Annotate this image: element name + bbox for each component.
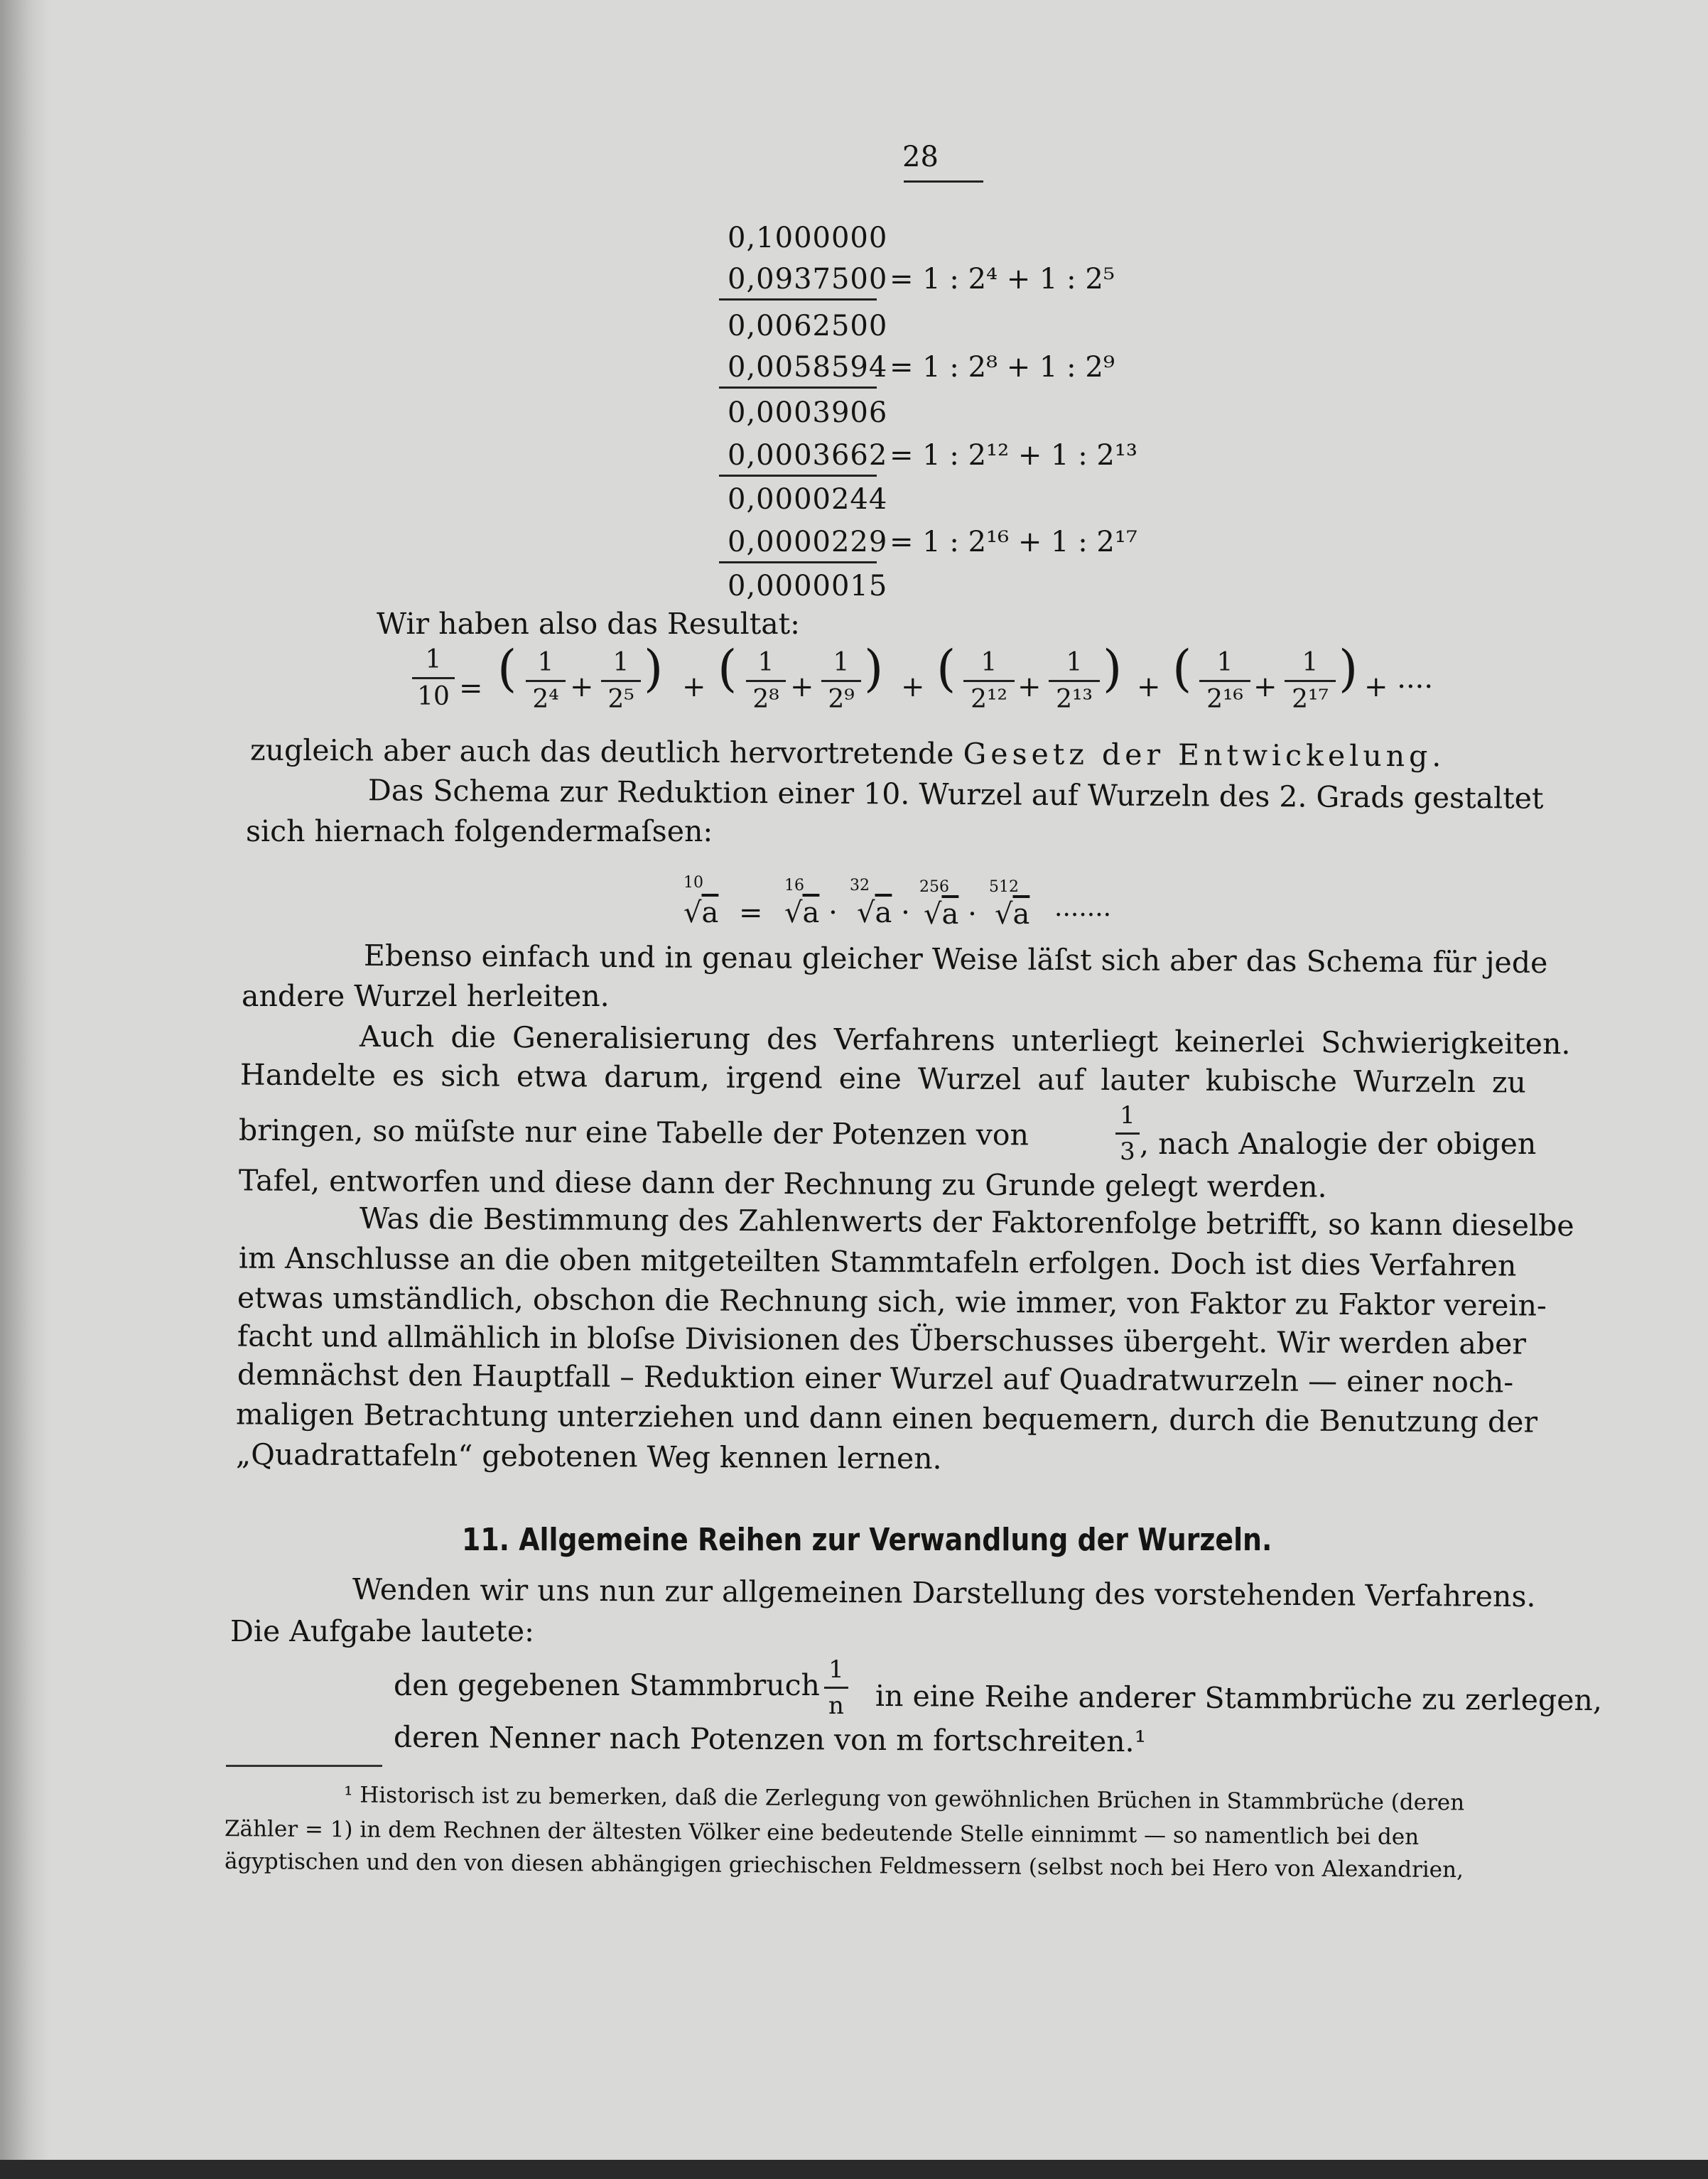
footnote-rule xyxy=(226,1765,382,1767)
paragraph-line: facht und allmählich in bloſse Divisionen des Überschusses übergeht. Wir werden aber xyxy=(237,1319,1527,1361)
footnote-line: ¹ Historisch ist zu bemerken, daß die Zerlegung von gewöhnlichen Brüchen in Stammbrüche (deren xyxy=(343,1782,1465,1816)
term-denominator: 2¹⁷ xyxy=(1292,685,1329,714)
result-intro: Wir haben also das Resultat: xyxy=(377,607,800,641)
calc-value: 0,0058594 xyxy=(728,351,888,384)
paragraph-line: Auch die Generalisierung des Verfahrens unterliegt keinerlei Schwierigkeiten. xyxy=(359,1019,1571,1061)
footnote-line: Zähler = 1) in dem Rechnen der ältesten Völker eine bedeutende Stelle einnimmt — so namentlich bei den xyxy=(224,1816,1420,1850)
paragraph-line: zugleich aber auch das deutlich hervortretende Gesetz der Entwickelung. xyxy=(249,732,1446,774)
term-denominator: 2⁴ xyxy=(532,685,559,714)
calc-value: 0,0003662 xyxy=(728,439,888,472)
calc-value: 0,0062500 xyxy=(728,310,888,342)
calc-value: 0,0003906 xyxy=(728,396,888,429)
paragraph-line: maligen Betrachtung unterziehen und dann einen bequemern, durch die Benutzung der xyxy=(235,1397,1538,1439)
calc-equation: = 1 : 2¹⁶ + 1 : 2¹⁷ xyxy=(890,526,1137,558)
lhs-denominator: 10 xyxy=(417,682,450,711)
paragraph-line: „Quadrattafeln“ gebotenen Weg kennen lernen. xyxy=(235,1437,942,1476)
paren-close: ) xyxy=(644,639,664,698)
paragraph-line: Ebenso einfach und in genau gleicher Weise läſst sich aber das Schema für jede xyxy=(363,938,1548,980)
root-tail: ······· xyxy=(1054,901,1112,930)
fraction-one-third: 1 3 xyxy=(1115,1101,1140,1166)
calc-value: 0,0000244 xyxy=(728,483,888,516)
page-number: 28 xyxy=(902,141,939,173)
paragraph-line: Was die Bestimmung des Zahlenwerts der Faktorenfolge betrifft, so kann dieselbe xyxy=(359,1201,1574,1243)
root-index: 16 xyxy=(784,877,804,894)
equals-sign: = xyxy=(459,672,483,705)
calc-value: 0,0000015 xyxy=(728,570,888,602)
subtraction-rule xyxy=(719,475,877,477)
paragraph-line: bringen, so müſste nur eine Tabelle der Potenzen von xyxy=(238,1113,1029,1152)
document-page: 28 0,1000000 0,0937500 = 1 : 2⁴ + 1 : 2⁵ 0,0062500 0,0058594 = 1 : 2⁸ + 1 : 2⁹ 0,0003906 0,0003662 = 1 : 2¹² + 1 : 2¹³ 0,0000244 0,0000229 = 1 : 2¹⁶ + 1 : 2¹⁷ 0,0000015 Wir haben also das Resultat: 1 10 = ( 1 2⁴ + 1 2⁵ ) + ( 1 2⁸ + 1 2⁹ ) + ( 1 2¹² + 1 2¹³ ) + ( 1 2¹⁶ + 1 2¹⁷ ) + ···· zugleich aber auch das deutlich hervortretende Gesetz der Entwickelung. Das Schema zur Reduktion einer 10. Wurzel auf Wurzeln des 2. Grads gestaltet sich hiernach folgendermaſsen: 10 √a = 16 √a · 32 √a · 256 √a · 512 √a ······· Ebenso einfach und in genau gleicher Weise läſst sich aber das Schema für jede andere Wurzel herleiten. Auch die Generalisierung des Verfahrens unterliegt keinerlei Schwierigkeiten. Handelte es sich etwa darum, irgend eine Wurzel auf lauter kubische Wurzeln zu bringen, so müſste nur eine Tabelle der Potenzen von 1 3 , nach Analogie der obigen Tafel, entworfen und diese dann der Rechnung zu Grunde gelegt werden. Was die Bestimmung des Zahlenwerts der Faktorenfolge betrifft, so kann dieselbe im Anschlusse an die oben mitgeteilten Stammtafeln erfolgen. Doch ist dies Verfahren etwas umständlich, obschon die Rechnung sich, wie immer, von Faktor zu Faktor verein- facht und allmählich in bloſse Divisionen des Überschusses übergeht. Wir werden aber demnächst den Hauptfall – Reduktion einer Wurzel auf Quadratwurzeln — einer noch- maligen Betrachtung unterziehen und dann einen bequemern, durch die Benutzung der „Quadrattafeln“ gebotenen Weg kennen lernen. 11. Allgemeine Reihen zur Verwandlung der Wurzeln. Wenden wir uns nun zur allgemeinen Darstellung des vorstehenden Verfahrens. Die Aufgabe lautete: den gegebenen Stammbruch 1 n in eine Reihe anderer Stammbrüche zu zerlegen, deren Nenner nach Potenzen von m fortschreiten.¹ ¹ Historisch ist zu bemerken, daß die Zerlegung von gewöhnlichen Brüchen in Stammbrüche (deren Zähler = 1) in dem Rechnen der ältesten Völker eine bedeutende Stelle einnimmt — so namentlich bei den ägyptischen und den von diesen abhängigen griechischen Feldmessern (selbst noch bei Hero von Alexandrien, xyxy=(0,0,1708,2160)
calc-equation: = 1 : 2⁸ + 1 : 2⁹ xyxy=(890,351,1115,384)
lhs-numerator: 1 xyxy=(425,645,442,674)
paragraph-line: in eine Reihe anderer Stammbrüche zu zerlegen, xyxy=(875,1678,1603,1718)
paragraph-line: im Anschlusse an die oben mitgeteilten Stammtafeln erfolgen. Doch ist dies Verfahren xyxy=(238,1240,1517,1283)
subtraction-rule xyxy=(719,561,877,563)
paragraph-line: Die Aufgabe lautete: xyxy=(230,1614,534,1648)
paren-open: ( xyxy=(497,639,517,698)
paragraph-line: deren Nenner nach Potenzen von m fortschreiten.¹ xyxy=(393,1719,1147,1759)
scan-bottom-edge xyxy=(0,2160,1708,2179)
paragraph-line: demnächst den Hauptfall – Reduktion einer Wurzel auf Quadratwurzeln — einer noch- xyxy=(237,1357,1514,1400)
subtraction-rule xyxy=(719,298,877,301)
paragraph-line: Handelte es sich etwa darum, irgend eine Wurzel auf lauter kubische Wurzeln zu xyxy=(239,1057,1527,1100)
term-denominator: 2¹² xyxy=(971,685,1007,714)
paragraph-line: Wenden wir uns nun zur allgemeinen Darstellung des vorstehenden Verfahrens. xyxy=(352,1572,1536,1614)
root-index: 256 xyxy=(919,878,949,896)
calc-value: 0,0937500 xyxy=(728,263,888,296)
root-index: 32 xyxy=(850,877,870,894)
paragraph-line: den gegebenen Stammbruch xyxy=(394,1668,820,1702)
paragraph-line: etwas umständlich, obschon die Rechnung sich, wie immer, von Faktor zu Faktor verein- xyxy=(237,1280,1547,1323)
calc-value: 0,1000000 xyxy=(728,222,888,254)
term-denominator: 2⁵ xyxy=(607,685,634,714)
calc-value: 0,0000229 xyxy=(728,526,888,558)
root-index: 10 xyxy=(683,874,703,892)
term-denominator: 2¹³ xyxy=(1056,685,1093,714)
paragraph-line: andere Wurzel herleiten. xyxy=(242,979,610,1013)
term-denominator: 2⁸ xyxy=(752,685,779,714)
footnote-line: ägyptischen und den von diesen abhängigen griechischen Feldmessern (selbst noch bei Hero von Alexandrien, xyxy=(224,1848,1464,1883)
calc-equation: = 1 : 2¹² + 1 : 2¹³ xyxy=(890,439,1137,472)
term-denominator: 2¹⁶ xyxy=(1206,685,1243,714)
term-denominator: 2⁹ xyxy=(828,685,855,714)
subtraction-rule xyxy=(719,386,877,389)
root-index: 512 xyxy=(989,878,1019,896)
page-number-rule xyxy=(904,180,983,183)
fraction-one-n: 1 n xyxy=(824,1655,848,1720)
paragraph-line: Tafel, entworfen und diese dann der Rechnung zu Grunde gelegt werden. xyxy=(238,1163,1327,1204)
series-tail: + ···· xyxy=(1364,671,1434,703)
page-binding-edge xyxy=(0,0,50,2160)
paragraph-line: Das Schema zur Reduktion einer 10. Wurzel auf Wurzeln des 2. Grads gestaltet xyxy=(367,773,1544,816)
section-heading: 11. Allgemeine Reihen zur Verwandlung der Wurzeln. xyxy=(462,1522,1272,1558)
calc-equation: = 1 : 2⁴ + 1 : 2⁵ xyxy=(890,263,1115,296)
paragraph-line: , nach Analogie der obigen xyxy=(1140,1127,1537,1161)
paragraph-line: sich hiernach folgendermaſsen: xyxy=(246,814,713,848)
